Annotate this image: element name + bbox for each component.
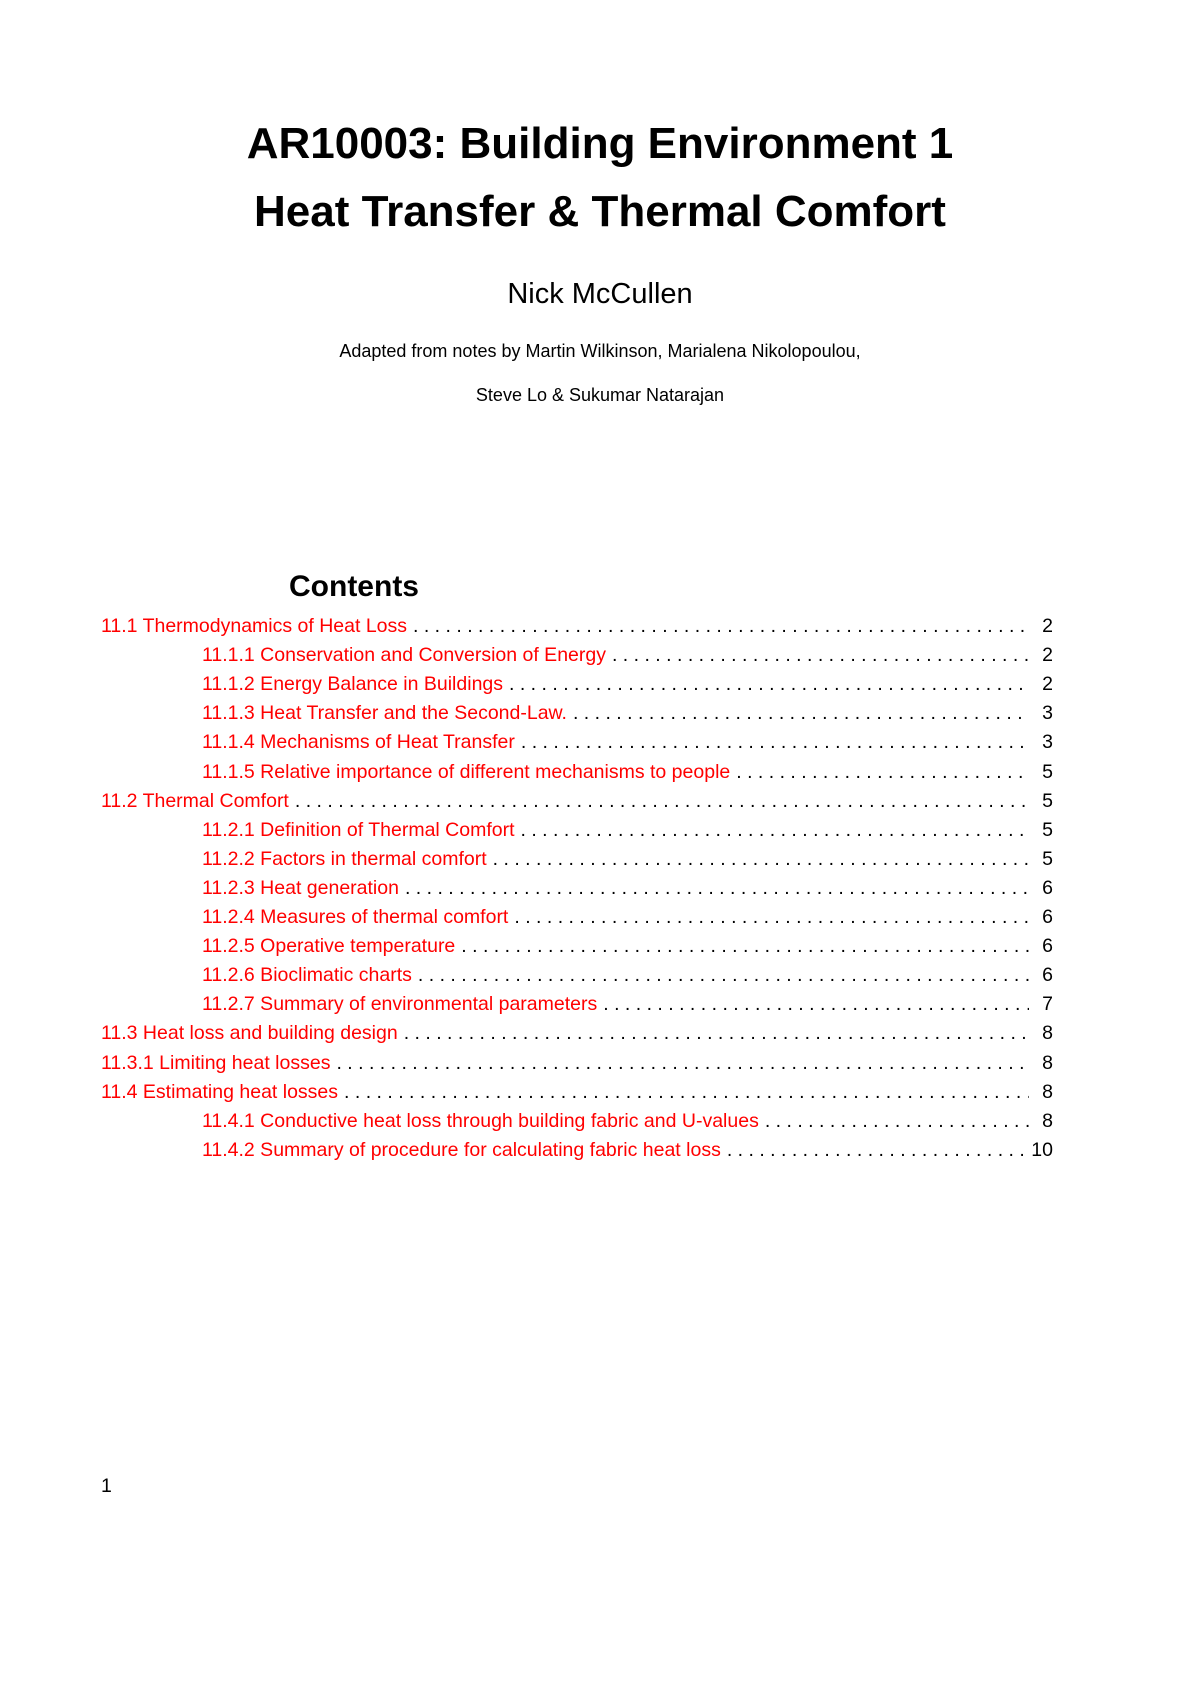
toc-entry[interactable]: [101, 1078, 1053, 1107]
toc-entry[interactable]: [202, 728, 1053, 757]
toc-page-number: 6: [1042, 935, 1053, 957]
toc-entry-link[interactable]: 11.1.3 Heat Transfer and the Second-Law.: [202, 702, 567, 724]
toc-page-number: 6: [1042, 877, 1053, 899]
toc-entry-link[interactable]: 11.3.1 Limiting heat losses: [101, 1052, 331, 1074]
toc-entry-link[interactable]: 11.1.4 Mechanisms of Heat Transfer: [202, 731, 515, 753]
toc-dot-leader: [405, 874, 1029, 903]
toc-entry[interactable]: [202, 699, 1053, 728]
toc-dot-leader: [344, 1078, 1029, 1107]
toc-dot-leader: [521, 816, 1029, 845]
toc-entry[interactable]: [202, 670, 1053, 699]
toc-page-number: 3: [1042, 702, 1053, 724]
toc-entry-link[interactable]: 11.2.6 Bioclimatic charts: [202, 964, 412, 986]
toc-entry-link[interactable]: 11.3 Heat loss and building design: [101, 1022, 398, 1044]
document-title-line1: AR10003: Building Environment 1: [246, 119, 954, 168]
toc-entry-link[interactable]: 11.2.3 Heat generation: [202, 877, 399, 899]
toc-entry[interactable]: [202, 816, 1053, 845]
credit-line1: Adapted from notes by Martin Wilkinson, Marialena Nikolopoulou,: [339, 341, 861, 361]
toc-entry[interactable]: [202, 932, 1053, 961]
toc-entry[interactable]: [202, 903, 1053, 932]
author-name: Nick McCullen: [507, 278, 693, 310]
toc-dot-leader: [603, 990, 1029, 1019]
toc-page-number: 5: [1042, 819, 1053, 841]
toc-page-number: 8: [1042, 1052, 1053, 1074]
toc-entry-link[interactable]: 11.2.7 Summary of environmental parameters: [202, 993, 598, 1015]
toc-entry-link[interactable]: 11.4.1 Conductive heat loss through building fabric and U-values: [202, 1110, 759, 1132]
toc-page-number: 10: [1031, 1139, 1053, 1161]
toc-entry[interactable]: [101, 1049, 1053, 1078]
toc-entry-link[interactable]: 11.1.5 Relative importance of different mechanisms to people: [202, 761, 731, 783]
document-title-line2: Heat Transfer & Thermal Comfort: [254, 187, 946, 236]
toc-page-number: 6: [1042, 906, 1053, 928]
toc-dot-leader: [612, 641, 1029, 670]
toc-entry[interactable]: [202, 961, 1053, 990]
toc-page-number: 2: [1042, 673, 1053, 695]
toc-page-number: 3: [1042, 731, 1053, 753]
toc-entry[interactable]: [202, 1136, 1053, 1165]
toc-entry-link[interactable]: 11.2.4 Measures of thermal comfort: [202, 906, 509, 928]
toc-page-number: 6: [1042, 964, 1053, 986]
toc-entry-link[interactable]: 11.2.2 Factors in thermal comfort: [202, 848, 487, 870]
toc-dot-leader: [514, 903, 1029, 932]
page-number: 1: [101, 1475, 112, 1497]
toc-page-number: 8: [1042, 1022, 1053, 1044]
toc-page-number: 8: [1042, 1110, 1053, 1132]
toc-entry-link[interactable]: 11.4.2 Summary of procedure for calculating fabric heat loss: [202, 1139, 721, 1161]
toc-dot-leader: [336, 1049, 1029, 1078]
toc-dot-leader: [727, 1136, 1027, 1165]
toc-entry-link[interactable]: 11.1 Thermodynamics of Heat Loss: [101, 615, 408, 637]
toc-dot-leader: [461, 932, 1029, 961]
toc-page-number: 5: [1042, 761, 1053, 783]
toc-dot-leader: [295, 787, 1029, 816]
toc-entry-link[interactable]: 11.2 Thermal Comfort: [101, 790, 289, 812]
toc-entry-link[interactable]: 11.1.1 Conservation and Conversion of Energy: [202, 644, 606, 666]
toc-entry[interactable]: [101, 1019, 1053, 1048]
contents-heading: Contents: [289, 570, 419, 603]
toc-dot-leader: [493, 845, 1029, 874]
toc-dot-leader: [413, 612, 1029, 641]
toc-page-number: 7: [1042, 993, 1053, 1015]
toc-page-number: 8: [1042, 1081, 1053, 1103]
toc-entry-link[interactable]: 11.4 Estimating heat losses: [101, 1081, 339, 1103]
toc-entry[interactable]: [101, 787, 1053, 816]
toc-entry[interactable]: [202, 990, 1053, 1019]
toc-entry[interactable]: [202, 1107, 1053, 1136]
toc-dot-leader: [509, 670, 1029, 699]
toc-dot-leader: [404, 1019, 1029, 1048]
toc-entry[interactable]: [202, 758, 1053, 787]
toc-dot-leader: [573, 699, 1029, 728]
toc-entry[interactable]: [202, 641, 1053, 670]
toc-dot-leader: [736, 758, 1029, 787]
toc-page-number: 5: [1042, 790, 1053, 812]
toc-entry[interactable]: [202, 874, 1053, 903]
toc-dot-leader: [418, 961, 1029, 990]
toc-page-number: 2: [1042, 615, 1053, 637]
toc-dot-leader: [765, 1107, 1029, 1136]
toc-page-number: 2: [1042, 644, 1053, 666]
toc-entry-link[interactable]: 11.2.1 Definition of Thermal Comfort: [202, 819, 515, 841]
toc-entry[interactable]: [202, 845, 1053, 874]
toc-entry-link[interactable]: 11.2.5 Operative temperature: [202, 935, 456, 957]
toc-dot-leader: [521, 728, 1029, 757]
toc-page-number: 5: [1042, 848, 1053, 870]
toc-entry-link[interactable]: 11.1.2 Energy Balance in Buildings: [202, 673, 504, 695]
toc-entry[interactable]: [101, 612, 1053, 641]
credit-line2: Steve Lo & Sukumar Natarajan: [475, 385, 725, 405]
